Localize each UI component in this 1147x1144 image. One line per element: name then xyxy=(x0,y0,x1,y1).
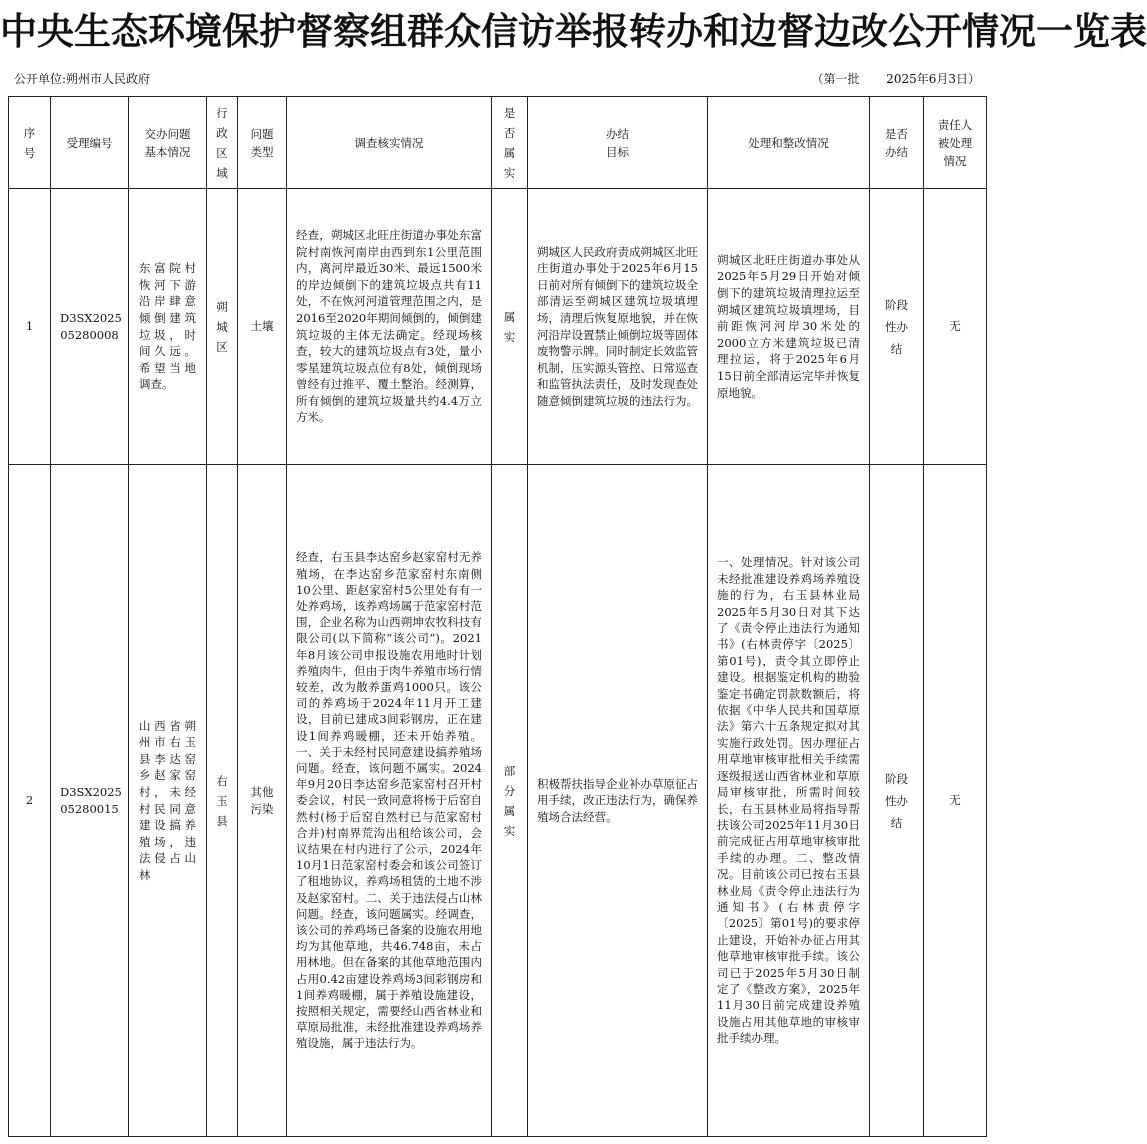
cell-goal: 朔城区人民政府责成朔城区北旺庄街道办事处于2025年6月15日前对所有倾倒下的建筑垃圾全部清运至朔城区建筑垃圾填埋场，清理后恢复原地貌，并在恢河沿岸设置禁止倾倒垃圾等固体废物警示牌。同时制定长效监管机制，压实源头管控、日常巡查和监管执法责任，及时发现查处随意倾倒建筑垃圾的违法行为。 xyxy=(528,189,708,465)
header-case-no: 受理编号 xyxy=(51,97,129,189)
cell-completed: 阶段性办结 xyxy=(870,189,924,465)
header-goal: 办结目标 xyxy=(528,97,708,189)
cell-completed: 阶段性办结 xyxy=(870,465,924,1137)
cell-problem: 东富院村恢河下游沿岸肆意倾倒建筑垃圾，时间久远。希望当地调查。 xyxy=(129,189,207,465)
header-rectification: 处理和整改情况 xyxy=(708,97,870,189)
header-row xyxy=(9,97,987,189)
cell-accountability: 无 xyxy=(924,189,987,465)
header-accountability: 责任人被处理情况 xyxy=(924,97,987,189)
cell-seq: 2 xyxy=(9,465,51,1137)
cell-case-no: D3SX2025 05280008 xyxy=(51,189,129,465)
document-title: 中央生态环境保护督察组群众信访举报转办和边督边改公开情况一览表 xyxy=(0,10,1147,53)
cell-problem: 山西省朔州市右玉县李达窑乡赵家窑村，未经村民同意建设搞养殖场，违法侵占山林 xyxy=(129,465,207,1137)
header-seq: 序号 xyxy=(9,97,51,189)
cell-investigation: 经查，朔城区北旺庄街道办事处东富院村南恢河南岸由西到东1公里范围内，离河岸最近30米、最远1500米的岸边倾倒下的建筑垃圾点共有11处，不在恢河河道管理范围之内，是2016至2020年期间倾倒的，倾倒建筑垃圾的主体无法确定。经现场核查，较大的建筑垃圾点有3处，量小零星建筑垃圾点位有8处，倾倒现场曾经有过推平、覆土整治。经测算，所有倾倒的建筑垃圾量共约4.4万立方米。 xyxy=(287,189,492,465)
cell-goal: 积极帮扶指导企业补办草原征占用手续，改正违法行为，确保养殖场合法经营。 xyxy=(528,465,708,1137)
table-row xyxy=(9,189,987,465)
cell-type: 其他污染 xyxy=(238,465,287,1137)
header-problem: 交办问题基本情况 xyxy=(129,97,207,189)
header-region: 行政区域 xyxy=(207,97,238,189)
cell-rectification: 一、处理情况。针对该公司未经批准建设养鸡场养殖设施的行为，右玉县林业局2025年5月30日对其下达了《责令停止违法行为通知书》(右林责停字〔2025〕第01号)，责令其立即停止建设。根据鉴定机构的勘验鉴定书确定罚款数额后，将依据《中华人民共和国草原法》第六十五条规定拟对其实施行政处罚。因办理征占用草地审核审批相关手续需逐级报送山西省林业和草原局审核审批，所需时间较长，右玉县林业局将指导帮扶该公司2025年11月30日前完成征占用草地审核审批手续的办理。二、整改情况。目前该公司已按右玉县林业局《责令停止违法行为通知书》(右林责停字〔2025〕第01号)的要求停止建设，开始补办征占用其他草地审核审批手续。该公司已于2025年5月30日制定了《整改方案》，2025年11月30日前完成建设养殖设施占用其他草地的审核审批手续办理。 xyxy=(708,465,870,1137)
batch-info: （第一批 2025年6月3日） xyxy=(811,72,980,86)
header-investigation: 调查核实情况 xyxy=(287,97,492,189)
cell-region: 右玉县 xyxy=(207,465,238,1137)
cell-case-no: D3SX2025 05280015 xyxy=(51,465,129,1137)
cell-rectification: 朔城区北旺庄街道办事处从2025年5月29日开始对倾倒下的建筑垃圾清理拉运至朔城区建筑垃圾填埋场，目前距恢河河岸30米处的2000立方米建筑垃圾已清理拉运，将于2025年6月15日前全部清运完毕并恢复原地貌。 xyxy=(708,189,870,465)
cell-verified: 部分属实 xyxy=(492,465,528,1137)
cell-verified: 属实 xyxy=(492,189,528,465)
publisher: 公开单位:朔州市人民政府 xyxy=(14,72,151,86)
table-row xyxy=(9,465,987,1137)
cell-investigation: 经查，右玉县李达窑乡赵家窑村无养殖场，在李达窑乡范家窑村东南侧10公里、距赵家窑村5公里处有有一处养鸡场，该养鸡场属于范家窑村范围，企业名称为山西朔坤农牧科技有限公司(以下简称“该公司”)。2021年8月该公司申报设施农用地时计划养殖肉牛，但由于肉牛养殖市场行情较差，改为散养蛋鸡1000只。该公司的养鸡场于2024年11月开工建设，目前已建成3间彩钢房，正在建设1间养鸡暖棚，还未开始养殖。一、关于未经村民同意建设搞养殖场问题。经查，该问题不属实。2024年9月20日李达窑乡范家窑村召开村委会议，村民一致同意将杨于后窑自然村(杨于后窑自然村已与范家窑村合并)村南界荒沟出租给该公司，会议结果在村内进行了公示，2024年10月1日范家窑村委会和该公司签订了租地协议，养鸡场租赁的土地不涉及赵家窑村。二、关于违法侵占山林问题。经查，该问题属实。经调查，该公司的养鸡场已备案的设施农用地均为其他草地，共46.748亩，未占用林地。但在备案的其他草地范围内占用0.42亩建设养鸡场3间彩钢房和1间养鸡暖棚，属于养殖设施建设，按照相关规定，需要经山西省林业和草原局批准，未经批准建设养鸡场养殖设施，属于违法行为。 xyxy=(287,465,492,1137)
cell-seq: 1 xyxy=(9,189,51,465)
complaint-table xyxy=(8,96,987,1137)
cell-region: 朔城区 xyxy=(207,189,238,465)
header-verified: 是否属实 xyxy=(492,97,528,189)
header-type: 问题类型 xyxy=(238,97,287,189)
cell-accountability: 无 xyxy=(924,465,987,1137)
header-completed: 是否办结 xyxy=(870,97,924,189)
cell-type: 土壤 xyxy=(238,189,287,465)
